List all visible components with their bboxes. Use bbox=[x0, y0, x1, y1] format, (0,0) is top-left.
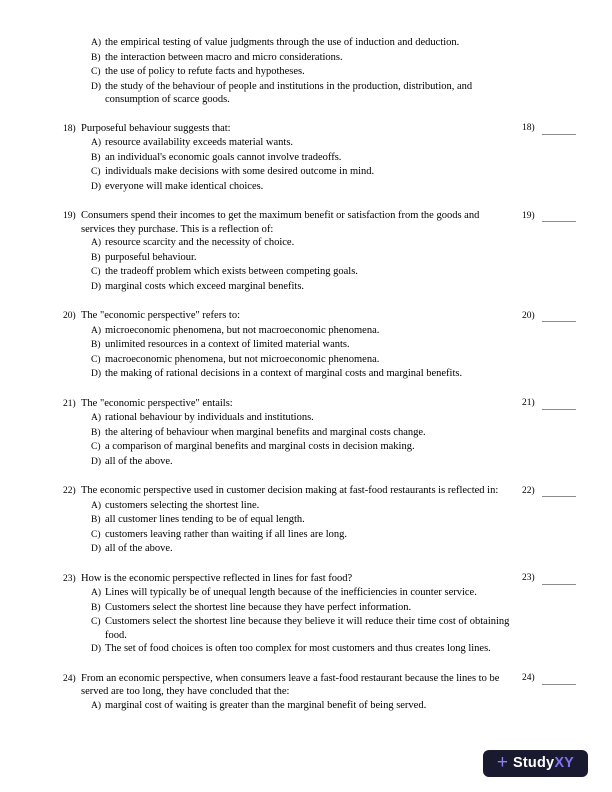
partial-question bbox=[63, 36, 575, 107]
option-text: The set of food choices is often too complex for most customers and thus creates long lines. bbox=[105, 643, 491, 654]
question-number: 19) bbox=[63, 211, 76, 221]
answer-slot bbox=[522, 209, 576, 223]
answer-option bbox=[91, 426, 512, 441]
question-options bbox=[91, 136, 512, 194]
answer-option bbox=[91, 699, 512, 714]
answer-option bbox=[91, 367, 512, 382]
question-text: The economic perspective used in customer decision making at fast-food restaurants is reflected in: bbox=[81, 485, 499, 496]
question-options bbox=[91, 411, 512, 469]
answer-option bbox=[91, 411, 512, 426]
question-number: 24) bbox=[63, 673, 76, 684]
option-label: A) bbox=[91, 238, 102, 248]
answer-option bbox=[91, 136, 512, 151]
option-label: B) bbox=[91, 152, 101, 163]
logo-text-xy: XY bbox=[554, 755, 575, 772]
option-label: D) bbox=[91, 181, 102, 192]
question-text: How is the economic perspective reflected in lines for fast food? bbox=[81, 572, 353, 584]
answer-blank bbox=[542, 572, 576, 585]
option-label: C) bbox=[91, 67, 101, 77]
answer-option bbox=[91, 236, 512, 251]
answer-option bbox=[91, 151, 512, 166]
question-line bbox=[63, 397, 513, 412]
answer-option bbox=[91, 51, 512, 66]
question-item bbox=[63, 672, 575, 714]
question-line bbox=[63, 572, 513, 587]
answer-option bbox=[91, 615, 512, 642]
question-line bbox=[63, 209, 513, 236]
question-item bbox=[63, 572, 575, 657]
option-text: all customer lines tending to be of equal length. bbox=[105, 514, 305, 525]
answer-blank bbox=[542, 309, 576, 322]
question-item bbox=[63, 122, 575, 195]
answer-blank bbox=[542, 672, 576, 685]
option-label: A) bbox=[91, 413, 102, 423]
answer-option bbox=[91, 642, 512, 657]
answer-slot bbox=[522, 309, 576, 323]
option-text: the use of policy to refute facts and hypotheses. bbox=[105, 66, 305, 77]
answer-blank bbox=[542, 397, 576, 410]
question-text: Purposeful behaviour suggests that: bbox=[81, 122, 231, 134]
answer-slot-number: 19) bbox=[522, 210, 535, 221]
option-text: all of the above. bbox=[105, 543, 173, 554]
answer-slot bbox=[522, 572, 576, 586]
answer-option bbox=[91, 586, 512, 601]
option-label: D) bbox=[91, 456, 102, 467]
option-label: B) bbox=[91, 252, 101, 263]
answer-slot-number: 22) bbox=[522, 485, 535, 496]
option-text: unlimited resources in a context of limited material wants. bbox=[105, 339, 350, 350]
option-label: D) bbox=[91, 81, 102, 92]
option-text: macroeconomic phenomena, but not microeconomic phenomena. bbox=[105, 353, 380, 365]
answer-option bbox=[91, 324, 512, 339]
question-item bbox=[63, 484, 575, 557]
option-label: C) bbox=[91, 354, 101, 365]
option-text: the making of rational decisions in a context of marginal costs and marginal benefits. bbox=[105, 368, 463, 379]
question-line bbox=[63, 122, 513, 137]
option-text: customers selecting the shortest line. bbox=[105, 499, 260, 511]
answer-option bbox=[91, 265, 512, 280]
option-text: all of the above. bbox=[105, 455, 173, 467]
answer-option bbox=[91, 513, 512, 528]
question-text: From an economic perspective, when consumers leave a fast-food restaurant because the lines to be served are too long, they have concluded that the: bbox=[81, 672, 500, 697]
logo-text bbox=[513, 756, 574, 771]
plus-icon: + bbox=[496, 752, 509, 773]
option-text: the tradeoff problem which exists between competing goals. bbox=[105, 266, 358, 277]
answer-option bbox=[91, 80, 512, 107]
question-options bbox=[91, 499, 512, 557]
question-line bbox=[63, 484, 513, 499]
question-text: The "economic perspective" refers to: bbox=[81, 310, 241, 321]
answer-option bbox=[91, 65, 512, 80]
option-text: purposeful behaviour. bbox=[105, 251, 197, 263]
option-label: C) bbox=[91, 529, 101, 540]
question-options bbox=[91, 36, 512, 107]
option-text: the empirical testing of value judgments through the use of induction and deduction. bbox=[105, 37, 460, 48]
option-text: individuals make decisions with some desired outcome in mind. bbox=[105, 166, 375, 177]
option-label: A) bbox=[91, 38, 102, 48]
option-label: C) bbox=[91, 617, 101, 627]
option-label: B) bbox=[91, 52, 101, 63]
answer-option bbox=[91, 542, 512, 557]
studyxy-logo bbox=[483, 750, 588, 777]
question-number: 21) bbox=[63, 398, 76, 409]
option-label: A) bbox=[91, 325, 102, 336]
option-text: Lines will typically be of unequal length because of the inefficiencies in counter service. bbox=[105, 587, 477, 598]
option-label: A) bbox=[91, 500, 102, 511]
question-number: 18) bbox=[63, 123, 76, 134]
questions-list bbox=[63, 122, 575, 714]
answer-option bbox=[91, 165, 512, 180]
option-text: the altering of behaviour when marginal benefits and marginal costs change. bbox=[105, 426, 426, 438]
answer-option bbox=[91, 440, 512, 455]
answer-option bbox=[91, 499, 512, 514]
option-label: C) bbox=[91, 267, 101, 277]
question-item bbox=[63, 397, 575, 470]
option-label: D) bbox=[91, 369, 102, 379]
answer-slot-number: 24) bbox=[522, 673, 535, 683]
option-text: resource scarcity and the necessity of choice. bbox=[105, 237, 295, 248]
answer-slot bbox=[522, 122, 576, 136]
answer-option bbox=[91, 36, 512, 51]
option-text: an individual's economic goals cannot involve tradeoffs. bbox=[105, 151, 342, 163]
option-label: B) bbox=[91, 515, 101, 525]
question-number: 20) bbox=[63, 311, 76, 321]
option-text: the study of the behaviour of people and institutions in the production, distribution, and consumption of scarce goods. bbox=[105, 80, 473, 105]
option-label: C) bbox=[91, 167, 101, 177]
answer-option bbox=[91, 251, 512, 266]
answer-slot bbox=[522, 672, 576, 686]
option-label: A) bbox=[91, 700, 102, 711]
option-text: marginal cost of waiting is greater than the marginal benefit of being served. bbox=[105, 699, 427, 711]
answer-blank bbox=[542, 122, 576, 135]
answer-option bbox=[91, 280, 512, 295]
answer-slot bbox=[522, 484, 576, 498]
answer-option bbox=[91, 338, 512, 353]
option-text: a comparison of marginal benefits and marginal costs in decision making. bbox=[105, 441, 415, 452]
question-options bbox=[91, 699, 512, 714]
option-text: Customers select the shortest line because they have perfect information. bbox=[105, 601, 412, 613]
option-label: B) bbox=[91, 340, 101, 350]
question-number: 23) bbox=[63, 573, 76, 584]
option-text: customers leaving rather than waiting if all lines are long. bbox=[105, 528, 348, 540]
option-text: resource availability exceeds material wants. bbox=[105, 137, 294, 148]
question-options bbox=[91, 236, 512, 294]
option-label: D) bbox=[91, 281, 102, 292]
answer-slot-number: 20) bbox=[522, 310, 535, 321]
option-text: the interaction between macro and micro considerations. bbox=[105, 51, 343, 63]
question-options bbox=[91, 324, 512, 382]
answer-option bbox=[91, 455, 512, 470]
option-label: A) bbox=[91, 138, 102, 148]
answer-blank bbox=[542, 484, 576, 497]
option-text: everyone will make identical choices. bbox=[105, 180, 264, 192]
question-line bbox=[63, 672, 513, 699]
option-text: marginal costs which exceed marginal benefits. bbox=[105, 280, 305, 292]
option-label: B) bbox=[91, 602, 101, 613]
question-options bbox=[91, 586, 512, 657]
answer-option bbox=[91, 353, 512, 368]
page-content bbox=[63, 36, 575, 728]
answer-option bbox=[91, 601, 512, 616]
answer-blank bbox=[542, 209, 576, 222]
answer-slot-number: 23) bbox=[522, 573, 535, 583]
question-text: Consumers spend their incomes to get the maximum benefit or satisfaction from the goods and services they purchase. This is a reflection of: bbox=[81, 210, 480, 235]
option-label: A) bbox=[91, 588, 102, 598]
answer-slot bbox=[522, 397, 576, 411]
answer-option bbox=[91, 180, 512, 195]
option-label: D) bbox=[91, 544, 102, 554]
option-text: microeconomic phenomena, but not macroeconomic phenomena. bbox=[105, 324, 380, 336]
option-text: rational behaviour by individuals and institutions. bbox=[105, 412, 314, 423]
question-number: 22) bbox=[63, 486, 76, 496]
option-label: D) bbox=[91, 644, 102, 654]
question-line bbox=[63, 309, 513, 324]
question-item bbox=[63, 209, 575, 294]
answer-slot-number: 18) bbox=[522, 123, 535, 133]
option-label: C) bbox=[91, 442, 101, 452]
answer-slot-number: 21) bbox=[522, 398, 535, 408]
option-label: B) bbox=[91, 427, 101, 438]
question-item bbox=[63, 309, 575, 382]
option-text: Customers select the shortest line because they believe it will reduce their time cost of obtaining food. bbox=[105, 616, 510, 641]
question-text: The "economic perspective" entails: bbox=[81, 397, 233, 409]
logo-text-study: Study bbox=[513, 755, 555, 772]
answer-option bbox=[91, 528, 512, 543]
